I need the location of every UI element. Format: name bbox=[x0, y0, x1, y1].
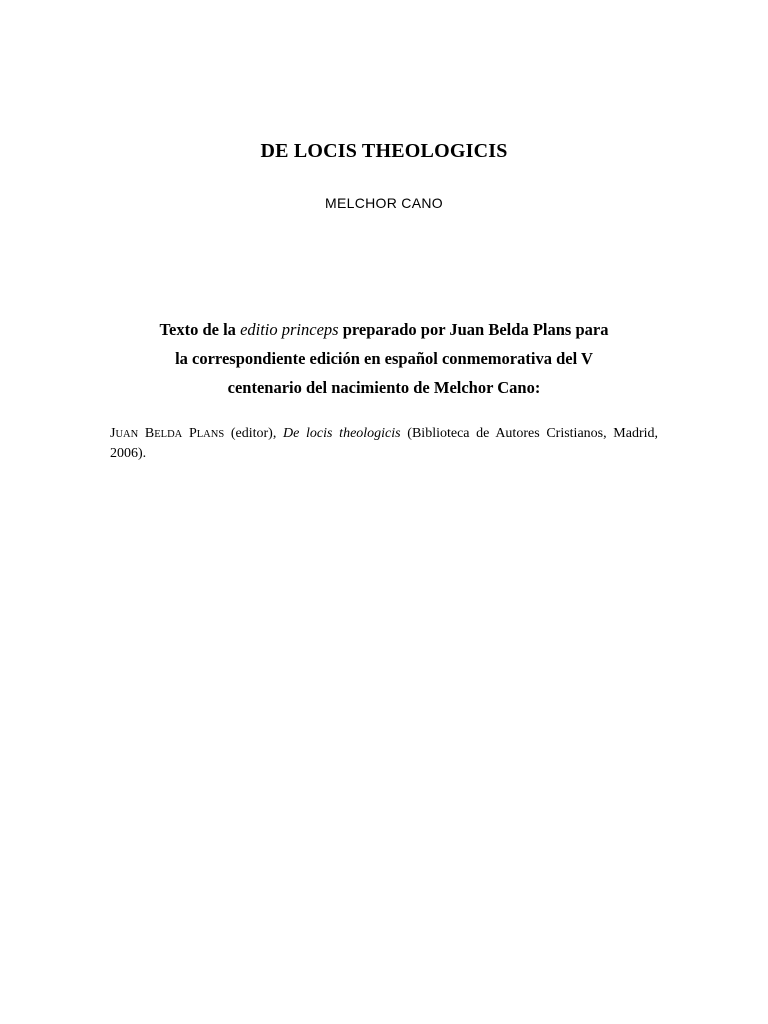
citation-editor-role: (editor), bbox=[224, 426, 284, 441]
citation-editor: JUAN BELDA PLANS bbox=[110, 426, 225, 441]
intro-italic-term: editio princeps bbox=[240, 320, 339, 339]
intro-text-part2: preparado por Juan Belda Plans para bbox=[338, 320, 609, 339]
intro-line-3: centenario del nacimiento de Melchor Cano: bbox=[227, 378, 541, 397]
citation-paragraph bbox=[110, 424, 658, 463]
intro-line-2: la correspondiente edición en español conmemorativa del V bbox=[175, 349, 593, 368]
intro-text-part1: Texto de la bbox=[159, 320, 241, 339]
citation-work-title: De locis theologicis bbox=[283, 426, 401, 441]
document-title: DE LOCIS THEOLOGICIS bbox=[260, 140, 508, 162]
intro-paragraph bbox=[110, 315, 658, 402]
document-author: MELCHOR CANO bbox=[325, 195, 443, 211]
citation-publication: (Biblioteca de Autores Cristianos, Madrid, 2006). bbox=[110, 426, 659, 461]
